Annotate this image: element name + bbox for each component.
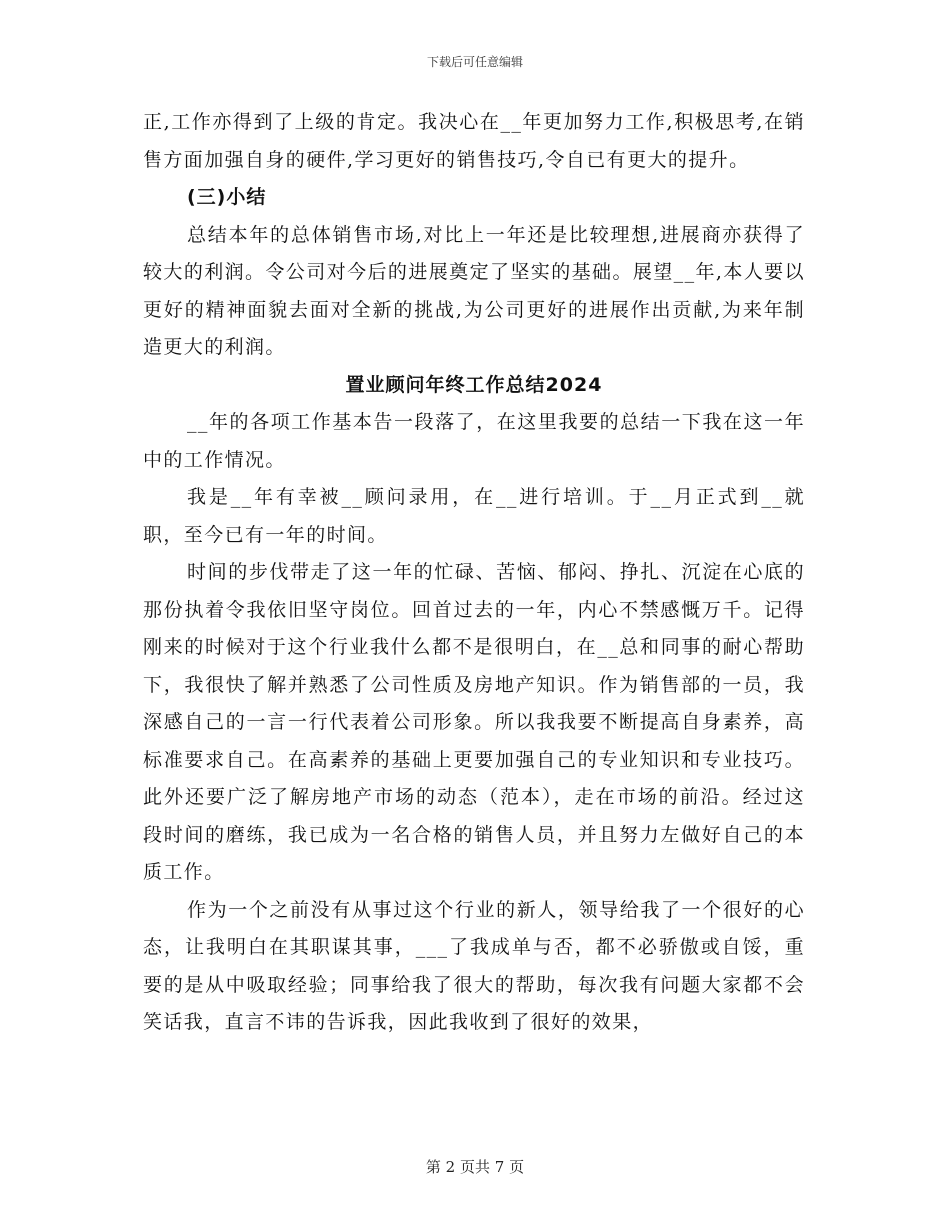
paragraph-continuation: 正,工作亦得到了上级的肯定。我决心在__年更加努力工作,积极思考,在销售方面加强自身的硬件,学习更好的销售技巧,令自已有更大的提升。 <box>143 111 805 171</box>
paragraph-2: 我是__年有幸被__顾问录用，在__进行培训。于__月正式到__就职，至今已有一年的时间。 <box>143 486 805 546</box>
paragraph-summary: 总结本年的总体销售市场,对比上一年还是比较理想,进展商亦获得了较大的利润。令公司对今后的进展奠定了坚实的基础。展望__年,本人要以更好的精神面貌去面对全新的挑战,为公司更好的进展作出贡献,为来年制造更大的利润。 <box>143 223 805 358</box>
paragraph-4: 作为一个之前没有从事过这个行业的新人，领导给我了一个很好的心态，让我明白在其职谋其事，___了我成单与否，都不必骄傲或自馁，重要的是从中吸取经验；同事给我了很大的帮助，每次我有问题大家都不会笑话我，直言不讳的告诉我，因此我收到了很好的效果， <box>143 898 805 1033</box>
paragraph-3: 时间的步伐带走了这一年的忙碌、苦恼、郁闷、挣扎、沉淀在心底的那份执着令我依旧坚守岗位。回首过去的一年，内心不禁感慨万千。记得刚来的时候对于这个行业我什么都不是很明白，在__总和同事的耐心帮助下，我很快了解并熟悉了公司性质及房地产知识。作为销售部的一员，我深感自己的一言一行代表着公司形象。所以我我要不断提高自身素养，高标准要求自己。在高素养的基础上更要加强自己的专业知识和专业技巧。此外还要广泛了解房地产市场的动态（范本），走在市场的前沿。经过这段时间的磨练，我已成为一名合格的销售人员，并且努力左做好自己的本质工作。 <box>143 561 805 883</box>
page-footer-number: 第 2 页共 7 页 <box>425 1158 525 1176</box>
paragraph-1: __年的各项工作基本告一段落了，在这里我要的总结一下我在这一年中的工作情况。 <box>143 411 805 471</box>
section-subheading: (三)小结 <box>187 186 267 208</box>
page-header-note: 下载后可任意编辑 <box>426 55 523 69</box>
document-body <box>143 104 805 1042</box>
article-title: 置业顾问年终工作总结2024 <box>345 373 603 396</box>
